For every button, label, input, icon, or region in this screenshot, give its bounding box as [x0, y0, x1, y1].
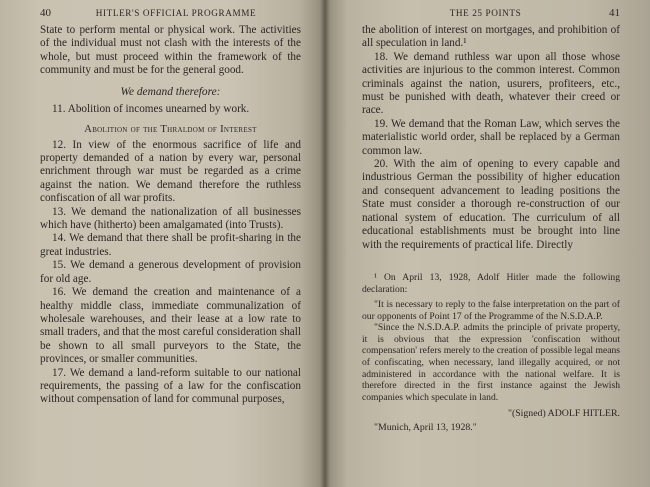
we-demand-therefore: We demand therefore:: [120, 85, 221, 98]
left-page-number: 40: [40, 7, 51, 19]
footnote-quote-2: "Since the N.S.D.A.P. admits the principle of private property, it is obvious that the expression 'confiscation without compensation' refers merely to the creation of possible legal means of confiscating, when necessary, land illegally acquired, or not administered in accordance with the national welfare. It is therefore directed in the first instance against the Jewish companies which speculate in land.: [362, 322, 620, 403]
point-19: 19. We demand that the Roman Law, which serves the materialistic world order, shall be replaced by a German common law.: [362, 117, 620, 157]
right-page-number: 41: [609, 7, 620, 19]
footnote-quote-1: "It is necessary to reply to the false interpretation on the part of our opponents of Point 17 of the Programme of the N.S.D.A.P.: [362, 299, 620, 322]
book-gutter: [320, 0, 330, 487]
point-12: 12. In view of the enormous sacrifice of life and property demanded of a nation by every war, personal enrichment through war must be regarded as a crime against the nation. We demand therefore the ruthless confiscation of all war profits.: [40, 138, 301, 205]
point-18: 18. We demand ruthless war upon all those whose activities are injurious to the common interest. Common criminals against the nation, usurers, profiteers, etc., must be punished with death, whatever their creed or race.: [362, 50, 620, 117]
point-11: 11. Abolition of incomes unearned by work.: [52, 102, 250, 115]
footnote-intro: ¹ On April 13, 1928, Adolf Hitler made the following declaration:: [362, 271, 620, 295]
point-13: 13. We demand the nationalization of all businesses which have (hitherto) been amalgamated (into Trusts).: [40, 205, 301, 232]
point-14: 14. We demand that there shall be profit-sharing in the great industries.: [40, 232, 301, 258]
right-page: [325, 0, 650, 487]
section-heading: Abolition of the Thraldom of Interest: [84, 123, 257, 135]
footnote-date-place: "Munich, April 13, 1928.": [374, 422, 477, 434]
right-page-header: [362, 2, 620, 24]
point-16: 16. We demand the creation and maintenance of a healthy middle class, immediate communalization of wholesale warehouses, and their lease at a low rate to small traders, and that the most careful consideration shall be shown to all small purveyors to the State, the provinces, or smaller communities.: [40, 286, 301, 366]
point-15: 15. We demand a generous development of provision for old age.: [40, 259, 301, 285]
right-running-head: THE 25 POINTS: [449, 8, 522, 18]
left-running-head: HITLER'S OFFICIAL PROGRAMME: [95, 8, 257, 18]
left-continuation-text: State to perform mental or physical work. The activities of the individual must not clash with the interests of the whole, but must proceed within the framework of the community and must be for the general good.: [40, 24, 301, 77]
footnote-signature: "(Signed) ADOLF HITLER.: [507, 408, 620, 420]
point-17: 17. We demand a land-reform suitable to our national requirements, the passing of a law for the confiscation without compensation of land for communal purposes,: [40, 366, 301, 406]
point-20: 20. With the aim of opening to every capable and industrious German the possibility of higher education and consequent advancement to leading positions the State must consider a thorough re-construction of our national system of education. The curriculum of all educational establishments must be brought into line with the requirements of practical life. Directly: [362, 158, 620, 251]
right-continuation-text: the abolition of interest on mortgages, and prohibition of all speculation in land.¹: [362, 24, 620, 50]
left-page-header: [40, 2, 301, 24]
